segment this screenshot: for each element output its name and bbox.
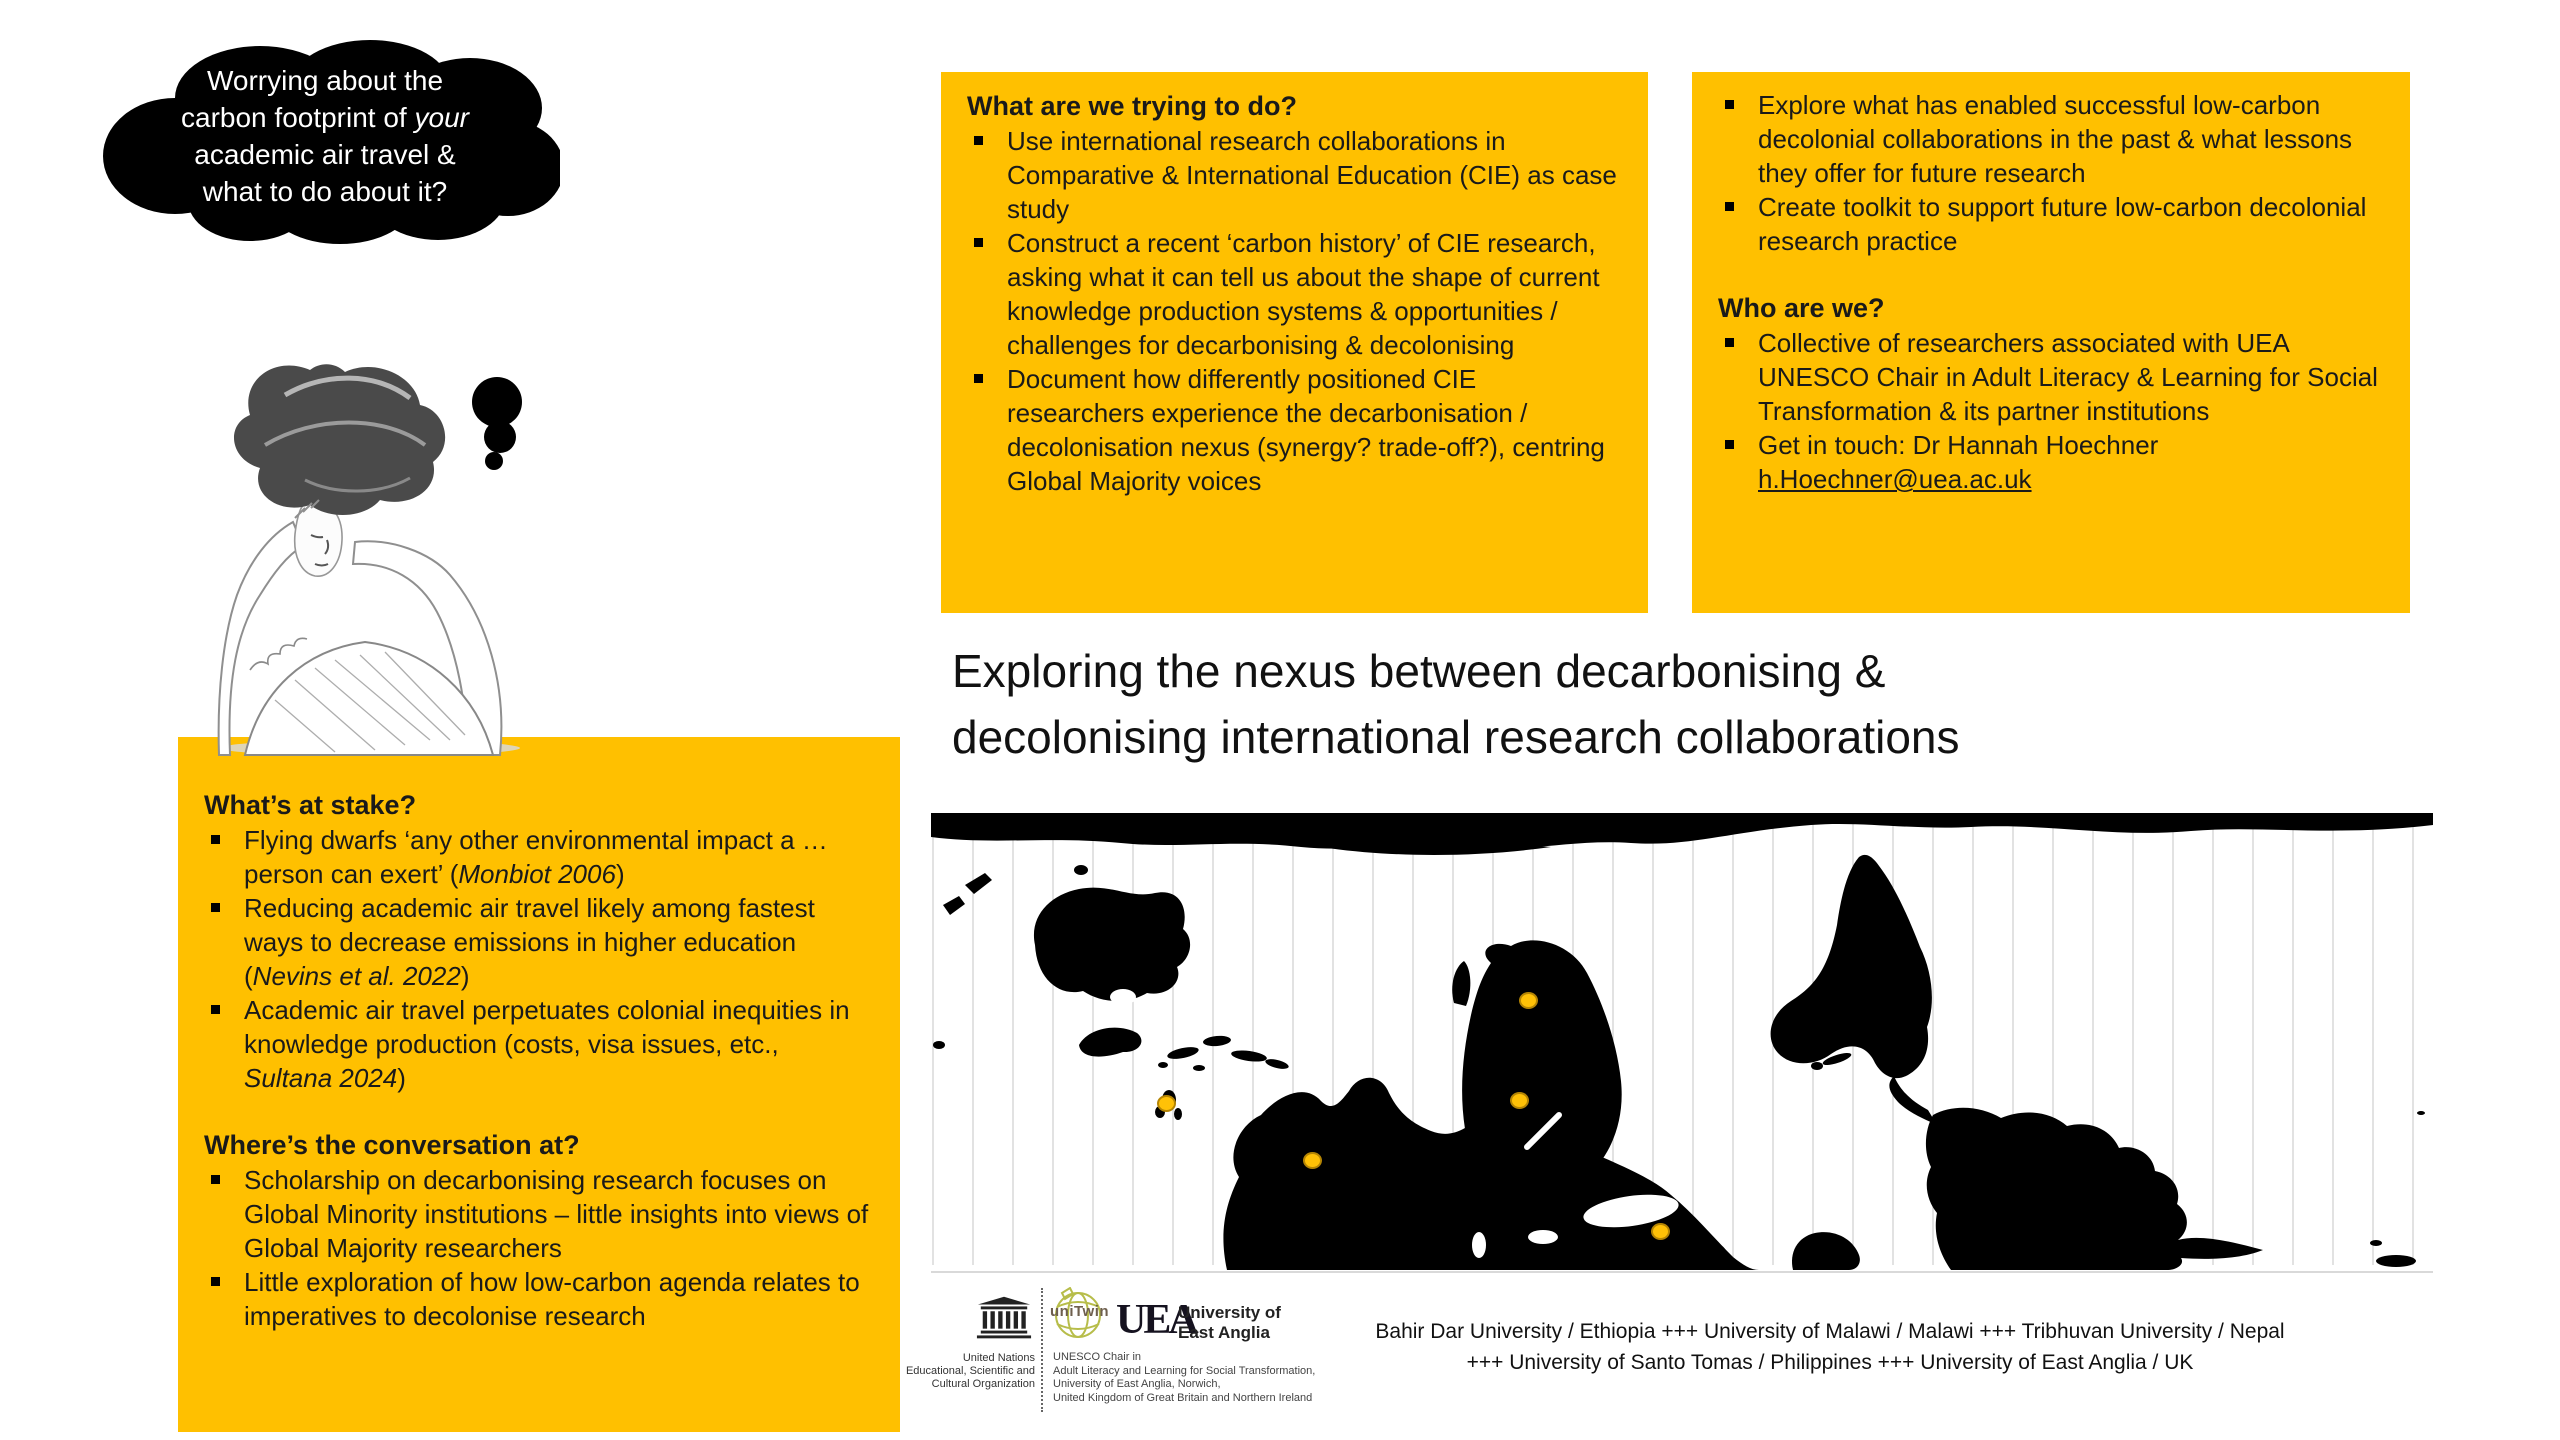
bullet-square-icon — [974, 136, 983, 145]
who-are-we-box — [1692, 72, 2410, 613]
bullet-item: Flying dwarfs ‘any other environmental impact a … person can exert’ (Monbiot 2006) — [204, 823, 872, 891]
bullet-square-icon — [1725, 100, 1734, 109]
upside-down-world-map — [931, 813, 2433, 1270]
conversation-heading: Where’s the conversation at? — [204, 1130, 580, 1160]
bullet-item: Get in touch: Dr Hannah Hoechner h.Hoechner@uea.ac.uk — [1718, 428, 2382, 496]
unesco-logo — [975, 1292, 1033, 1346]
bullet-square-icon — [974, 374, 983, 383]
world-map-svg — [931, 813, 2433, 1270]
bubble-line: carbon footprint of your — [181, 102, 469, 133]
bullet-item: Collective of researchers associated with UEA UNESCO Chair in Adult Literacy & Learning for Social Transformation & its partner institutions — [1718, 326, 2382, 428]
partner-institutions-caption — [1330, 1316, 2330, 1378]
bullet-square-icon — [211, 835, 220, 844]
title-line-1: Exploring the nexus between decarbonising & — [952, 645, 1886, 697]
bullet-item: Reducing academic air travel likely among fastest ways to decrease emissions in higher education (Nevins et al. 2022) — [204, 891, 872, 993]
aims-heading: What are we trying to do? — [967, 91, 1298, 121]
email-link[interactable]: h.Hoechner@uea.ac.uk — [1758, 464, 2032, 494]
what-are-we-trying-box — [941, 72, 1648, 613]
aims-bullet-list — [967, 124, 1620, 498]
worried-woman-illustration — [215, 350, 545, 758]
conversation-bullet-list — [204, 1163, 872, 1333]
unesco-caption: United Nations Educational, Scientific and Cultural Organization — [905, 1352, 1035, 1390]
bullet-square-icon — [1725, 338, 1734, 347]
bullet-item: Construct a recent ‘carbon history’ of CIE research, asking what it can tell us about the shape of current knowledge production systems & opportunities / challenges for decarbonising & decolonising — [967, 226, 1620, 362]
partner-caption-line-1: Bahir Dar University / Ethiopia +++ University of Malawi / Malawi +++ Tribhuvan University / Nepal — [1375, 1320, 2285, 1343]
blouse-ruffle — [250, 638, 307, 670]
bubble-line: Worrying about the — [206, 65, 444, 96]
partner-location-dot — [1303, 1152, 1322, 1169]
who-heading: Who are we? — [1718, 293, 1885, 323]
bubble-line: academic air travel & — [194, 139, 456, 170]
whats-at-stake-box — [178, 737, 900, 1432]
bullet-square-icon — [1725, 440, 1734, 449]
partner-location-dot — [1519, 992, 1538, 1009]
uea-logo: UEA — [1116, 1297, 1196, 1343]
bullet-square-icon — [211, 903, 220, 912]
bullet-item: Explore what has enabled successful low-carbon decolonial collaborations in the past & what lessons they offer for future research — [1718, 88, 2382, 190]
partner-caption-line-2: +++ University of Santo Tomas / Philippines +++ University of East Anglia / UK — [1466, 1351, 2194, 1374]
bullet-item: Academic air travel perpetuates colonial inequities in knowledge production (costs, visa issues, etc., Sultana 2024) — [204, 993, 872, 1095]
bullet-square-icon — [974, 238, 983, 247]
goals-bullet-list — [1718, 88, 2382, 258]
bullet-item: Document how differently positioned CIE researchers experience the decarbonisation / decolonisation nexus (synergy? trade-off?), centring Global Majority voices — [967, 362, 1620, 498]
dotted-separator — [1041, 1288, 1043, 1412]
stake-heading: What’s at stake? — [204, 790, 417, 820]
unesco-chair-caption: UNESCO Chair in Adult Literacy and Learning for Social Transformation, University of East Anglia, Norwich, United Kingdom of Great Britain and Northern Ireland — [1053, 1351, 1316, 1404]
uea-name: University of East Anglia — [1178, 1303, 1281, 1342]
who-bullet-list — [1718, 326, 2382, 496]
bubble-line: what to do about it? — [202, 176, 448, 207]
bullet-square-icon — [211, 1277, 220, 1286]
stake-bullet-list — [204, 823, 872, 1095]
thought-bubble-text — [150, 62, 500, 210]
bullet-item: Scholarship on decarbonising research focuses on Global Minority institutions – little insights into views of Global Majority researchers — [204, 1163, 872, 1265]
title-line-2: decolonising international research collaborations — [952, 711, 1960, 763]
bullet-square-icon — [211, 1005, 220, 1014]
unitwin-label: uniTwin — [1050, 1303, 1110, 1320]
bullet-item: Create toolkit to support future low-carbon decolonial research practice — [1718, 190, 2382, 258]
partner-location-dot — [1157, 1095, 1176, 1112]
bullet-square-icon — [1725, 202, 1734, 211]
bullet-square-icon — [211, 1175, 220, 1184]
page-title — [952, 638, 2382, 770]
partner-location-dot — [1651, 1223, 1670, 1240]
bullet-item: Use international research collaborations in Comparative & International Education (CIE) as case study — [967, 124, 1620, 226]
map-bottom-rule — [931, 1271, 2433, 1273]
bullet-item: Little exploration of how low-carbon agenda relates to imperatives to decolonise research — [204, 1265, 872, 1333]
partner-location-dot — [1510, 1092, 1529, 1109]
